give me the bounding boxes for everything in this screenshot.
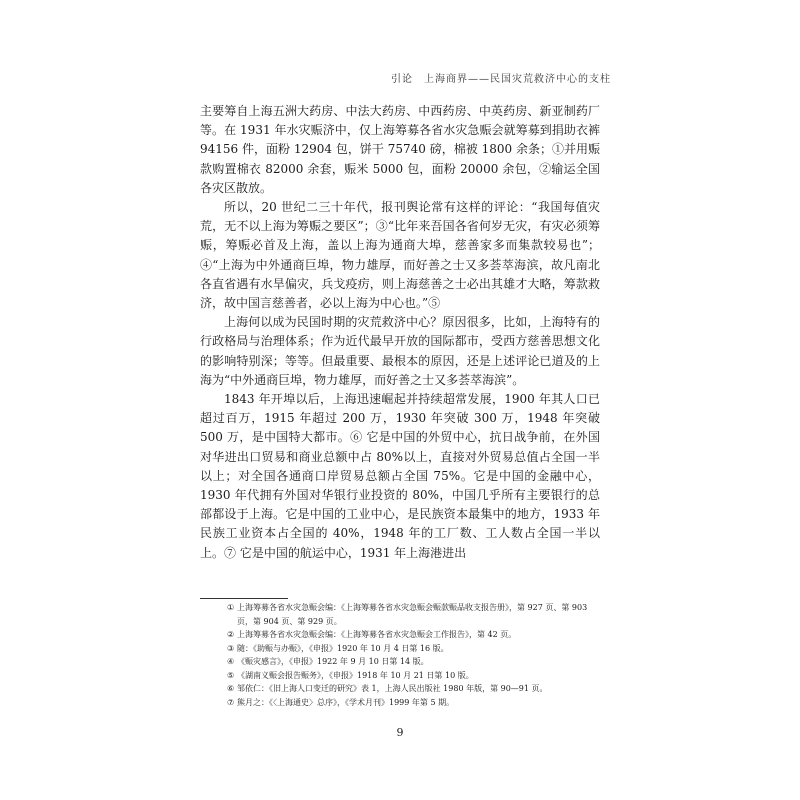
footnote xyxy=(200,601,605,628)
footnote xyxy=(200,628,605,642)
footnote-text: 随：《助赈与办赈》，《申报》1920 年 10 月 4 日第 16 版。 xyxy=(237,643,449,653)
footnote-number: ⑥ xyxy=(227,684,235,693)
footnote-number: ⑦ xyxy=(227,697,235,707)
footnote-text: 《湖南义赈会报告赈务》，《申报》1918 年 10 月 21 日第 10 版。 xyxy=(237,670,474,680)
footnote-number: ③ xyxy=(227,643,235,653)
footnotes xyxy=(200,601,605,709)
paragraph: 上海何以成为民国时期的灾荒救济中心？原因很多，比如，上海特有的行政格局与治理体系；作为近代最早开放的国际都市，受西方慈善思想文化的影响特别深；等等。但最重要、最根本的原因，还是上述评论已道及的上海为“中外通商巨埠，物力雄厚，而好善之士又多荟萃海滨”。 xyxy=(200,315,600,387)
footnote-number: ② xyxy=(227,630,235,639)
footnote-number: ④ xyxy=(227,657,235,666)
footnote xyxy=(200,696,605,710)
body-text xyxy=(200,102,600,563)
footnote-number: ⑤ xyxy=(227,670,235,680)
footnote-text: 《赈灾感言》，《申报》1922 年 9 月 10 日第 14 版。 xyxy=(237,657,429,666)
footnote-separator xyxy=(200,598,288,599)
footnote xyxy=(200,642,605,656)
paragraph: 所以，20 世纪二三十年代，报刊舆论常有这样的评论：“我国每值灾荒，无不以上海为筹赈之要区”；③“比年来吾国各省何岁无灾，有灾必须筹赈，筹赈必首及上海，盖以上海为通商大埠，慈善家多而集款较易也”；④“上海为中外通商巨埠，物力雄厚，而好善之士又多荟萃海滨，故凡南北各直省遇有水旱偏灾，兵戈疫疠，则上海慈善之士必出其雄才大略，筹款救济，故中国言慈善者，必以上海为中心也。”⑤ xyxy=(200,200,600,311)
page-number: 9 xyxy=(396,726,404,739)
footnote-text: 邹依仁：《旧上海人口变迁的研究》表 1，上海人民出版社 1980 年版，第 90—91 页。 xyxy=(237,684,548,693)
paragraph: 主要筹自上海五洲大药房、中法大药房、中西药房、中英药房、新亚制药厂等。在 1931 年水灾赈济中，仅上海筹募各省水灾急赈会就筹募到捐助衣裤 94156 件，面粉 12904 包，饼干 75740 磅，棉被 1800 余条；①并用赈款购置棉衣 82000 余套，赈米 5000 包，面粉 20000 余包，②输运全国各灾区散放。 xyxy=(200,104,600,195)
footnote xyxy=(200,682,605,696)
footnote xyxy=(200,669,605,683)
footnote-text: 上海筹募各省水灾急赈会编：《上海筹募各省水灾急赈会赈款赈品收支报告册》，第 927 页、第 903 页，第 904 页、第 929 页。 xyxy=(237,603,588,626)
footnote-number: ① xyxy=(227,603,235,612)
running-header: 引论 上海商界——民国灾荒救济中心的支柱 xyxy=(391,74,611,85)
footnote-text: 熊月之：《〈上海通史〉总序》，《学术月刊》1999 年第 5 期。 xyxy=(237,697,455,707)
paragraph: 1843 年开埠以后，上海迅速崛起并持续超常发展，1900 年其人口已超过百万，1915 年超过 200 万，1930 年突破 300 万，1948 年突破 500 万，是中国特大都市。⑥ 它是中国的外贸中心，抗日战争前，在外国对华进出口贸易和商业总额中占 80%以上，直接对外贸易总值占全国一半以上；对全国各通商口岸贸易总额占全国 75%。它是中国的金融中心，1930 年代拥有外国对华银行业投资的 80%，中国几乎所有主要银行的总部都设于上海。它是中国的工业中心，是民族资本最集中的地方，1933 年民族工业资本占全国的 40%，1948 年的工厂数、工人数占全国一半以上。⑦ 它是中国的航运中心，1931 年上海港进出 xyxy=(200,392,600,560)
footnote xyxy=(200,655,605,669)
footnote-text: 上海筹募各省水灾急赈会编：《上海筹募各省水灾急赈会工作报告》，第 42 页。 xyxy=(237,630,517,639)
